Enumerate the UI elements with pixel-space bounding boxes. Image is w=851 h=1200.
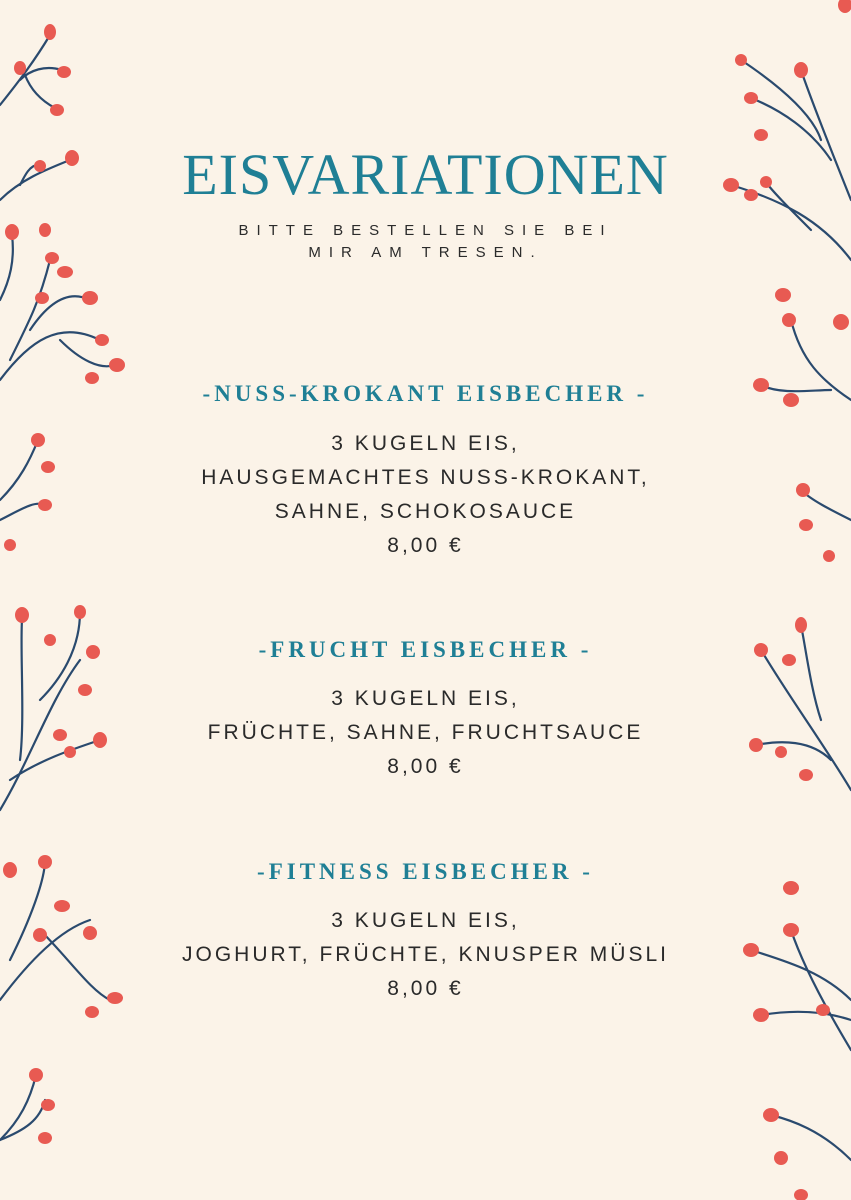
menu-item-title: -FITNESS EISBECHER - — [257, 859, 594, 884]
subtitle-line: BITTE BESTELLEN SIE BEI — [238, 222, 613, 239]
menu-item-description — [0, 682, 851, 784]
description-line: SAHNE, SCHOKOSAUCE — [274, 500, 577, 523]
menu-item-price: 8,00 € — [387, 534, 464, 557]
subtitle-line: MIR AM TRESEN. — [308, 244, 543, 261]
page-title: EISVARIATIONEN — [182, 142, 669, 207]
menu-item-title: -FRUCHT EISBECHER - — [258, 637, 593, 662]
description-line: FRÜCHTE, SAHNE, FRUCHTSAUCE — [207, 721, 644, 744]
page-subtitle — [150, 220, 701, 264]
description-line: 3 KUGELN EIS, — [331, 687, 520, 710]
description-line: JOGHURT, FRÜCHTE, KNUSPER MÜSLI — [182, 943, 669, 966]
menu-item-title: -NUSS-KROKANT EISBECHER - — [202, 381, 649, 406]
description-line: 3 KUGELN EIS, — [331, 432, 520, 455]
description-line: HAUSGEMACHTES NUSS-KROKANT, — [201, 466, 650, 489]
menu-item-price: 8,00 € — [387, 977, 464, 1000]
menu-item-description — [0, 904, 851, 1006]
menu-item-price: 8,00 € — [387, 755, 464, 778]
description-line: 3 KUGELN EIS, — [331, 909, 520, 932]
menu-item-description — [0, 427, 851, 563]
